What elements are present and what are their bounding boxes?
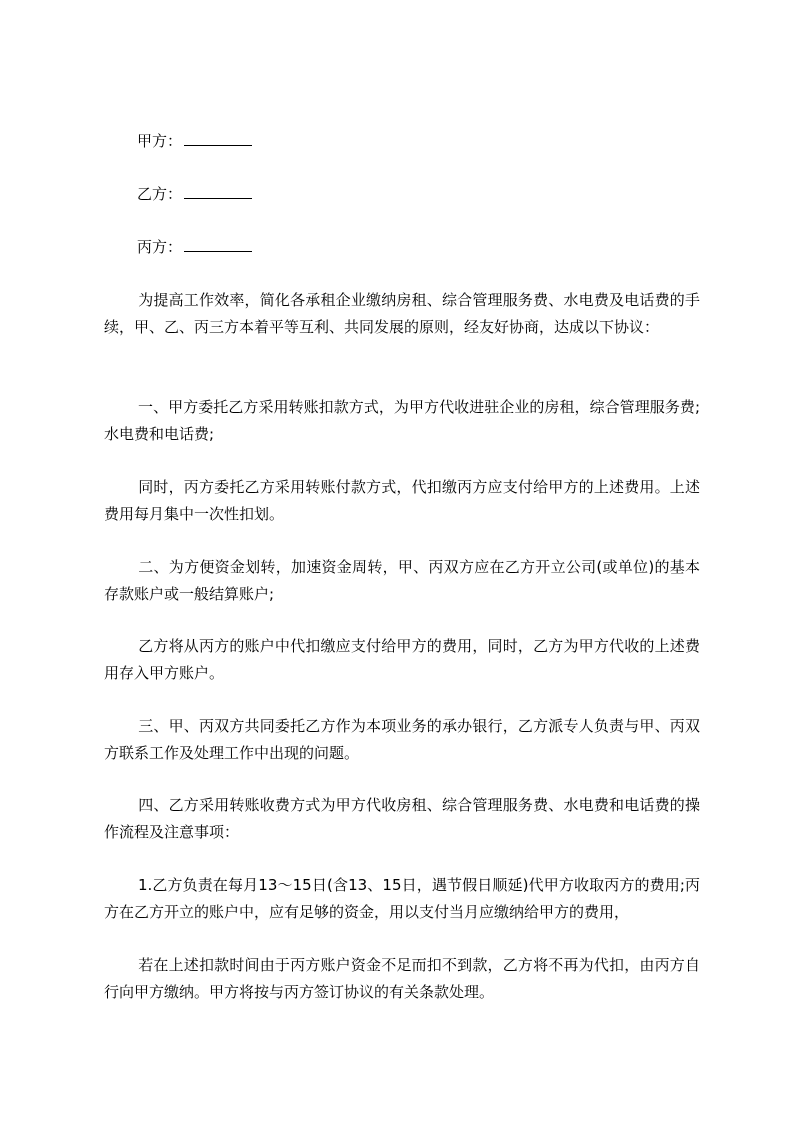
paragraph-preamble	[104, 287, 700, 340]
paragraph-clause-3	[104, 713, 700, 766]
paragraph-text: 乙方将从丙方的账户中代扣缴应支付给甲方的费用，同时，乙方为甲方代收的上述费用存入甲方账户。	[104, 637, 700, 682]
paragraph-clause-4	[104, 792, 700, 845]
party-a-blank	[184, 131, 252, 146]
party-c-label: 丙方：	[137, 238, 183, 256]
party-b-line	[137, 184, 252, 204]
paragraph-text: 二、为方便资金划转，加速资金周转，甲、丙双方应在乙方开立公司(或单位)的基本存款账户或一般结算账户;	[104, 558, 700, 603]
paragraph-text: 同时，丙方委托乙方采用转账付款方式，代扣缴丙方应支付给甲方的上述费用。上述费用每月集中一次性扣划。	[104, 478, 700, 523]
party-b-blank	[184, 184, 252, 199]
party-a-line	[137, 131, 252, 151]
party-b-label: 乙方：	[137, 185, 183, 203]
paragraph-text: 1.乙方负责在每月13～15日(含13、15日，遇节假日顺延)代甲方收取丙方的费用;丙方在乙方开立的账户中，应有足够的资金，用以支付当月应缴纳给甲方的费用，	[104, 876, 700, 921]
paragraph-clause-1-cont	[104, 474, 700, 527]
party-c-blank	[184, 237, 252, 252]
paragraph-text: 为提高工作效率，简化各承租企业缴纳房租、综合管理服务费、水电费及电话费的手续，甲、乙、丙三方本着平等互利、共同发展的原则，经友好协商，达成以下协议：	[104, 291, 700, 336]
paragraph-clause-2-cont	[104, 633, 700, 686]
paragraph-clause-2	[104, 554, 700, 607]
paragraph-text: 一、甲方委托乙方采用转账扣款方式，为甲方代收进驻企业的房租，综合管理服务费;水电费和电话费;	[104, 398, 700, 443]
paragraph-clause-1	[104, 394, 700, 447]
party-c-line	[137, 237, 252, 257]
paragraph-text: 四、乙方采用转账收费方式为甲方代收房租、综合管理服务费、水电费和电话费的操作流程及注意事项：	[104, 796, 700, 841]
party-a-label: 甲方：	[137, 132, 183, 150]
paragraph-text: 三、甲、丙双方共同委托乙方作为本项业务的承办银行，乙方派专人负责与甲、丙双方联系工作及处理工作中出现的问题。	[104, 717, 700, 762]
paragraph-clause-4-item-1	[104, 872, 700, 925]
paragraph-text: 若在上述扣款时间由于丙方账户资金不足而扣不到款，乙方将不再为代扣，由丙方自行向甲方缴纳。甲方将按与丙方签订协议的有关条款处理。	[104, 956, 700, 1001]
paragraph-clause-4-item-1-cont	[104, 952, 700, 1005]
